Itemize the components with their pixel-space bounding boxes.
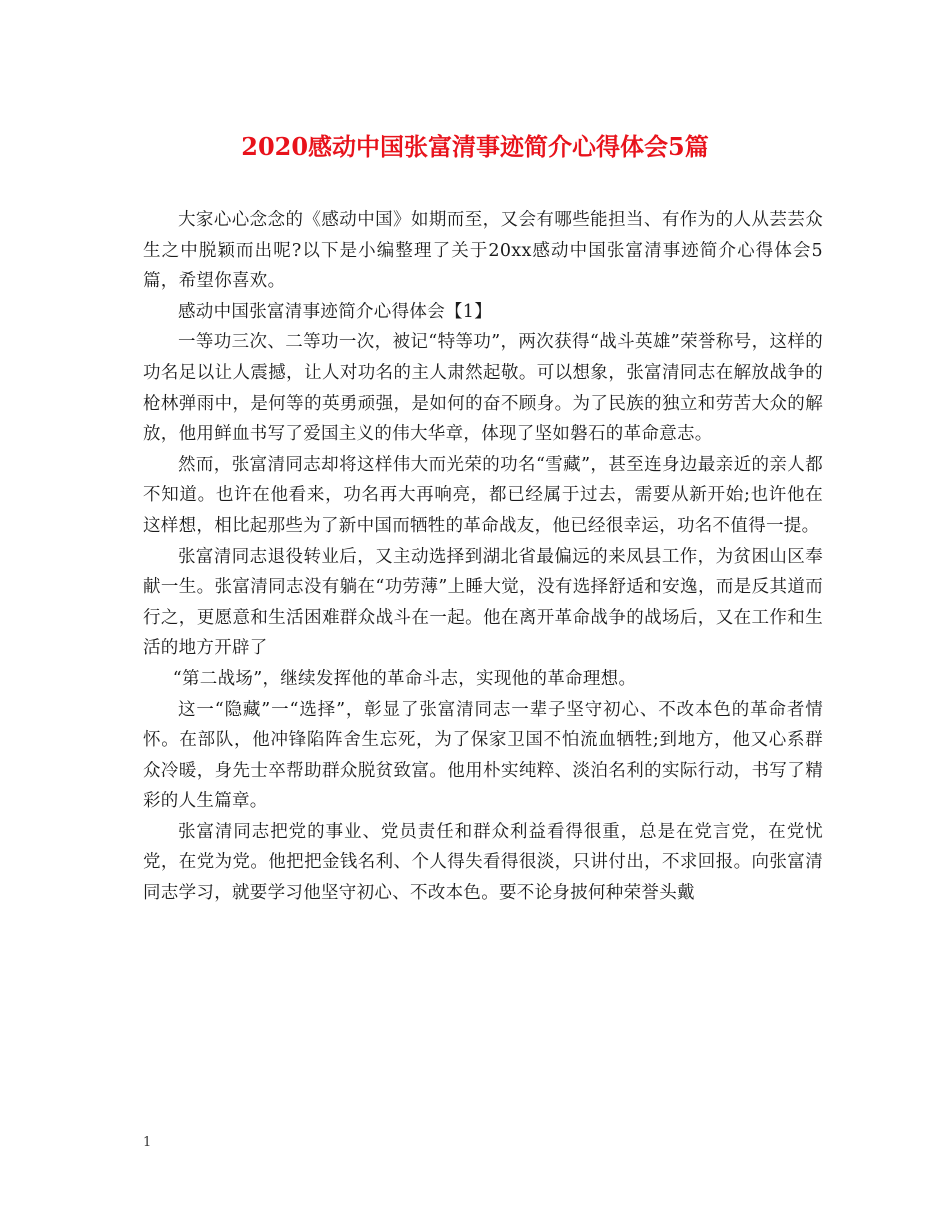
paragraph-laifeng: 张富清同志退役转业后，又主动选择到湖北省最偏远的来凤县工作，为贫困山区奉献一生。张富清同志没有躺在“功劳薄”上睡大觉，没有选择舒适和安逸，而是反其道而行之，更愿意和生活困难群众战斗在一起。他在离开革命战争的战场后，又在工作和生活的地方开辟了 <box>143 546 823 659</box>
paragraph-original-aspiration: 这一“隐藏”一“选择”，彰显了张富清同志一辈子坚守初心、不改本色的革命者情怀。在部队，他冲锋陷阵舍生忘死，为了保家卫国不怕流血牺牲;到地方，他又心系群众冷暖，身先士卒帮助群众脱贫致富。他用朴实纯粹、淡泊名利的实际行动，书写了精彩的人生篇章。 <box>143 699 823 812</box>
paragraph-party-cause: 张富清同志把党的事业、党员责任和群众利益看得很重，总是在党言党，在党忧党，在党为党。他把把金钱名利、个人得失看得很淡，只讲付出，不求回报。向张富清同志学习，就要学习他坚守初心、不改本色。要不论身披何种荣誉头戴 <box>143 821 823 904</box>
document-title: 2020感动中国张富清事迹简介心得体会5篇 <box>241 132 709 161</box>
paragraph-merits: 一等功三次、二等功一次，被记“特等功”，两次获得“战斗英雄”荣誉称号，这样的功名足以让人震撼，让人对功名的主人肃然起敬。可以想象，张富清同志在解放战争的枪林弹雨中，是何等的英勇顽强，是如何的奋不顾身。为了民族的独立和劳苦大众的解放，他用鲜血书写了爱国主义的伟大华章，体现了坚如磐石的革命意志。 <box>143 332 823 445</box>
document-body <box>143 205 823 909</box>
paragraph-hidden-merits: 然而，张富清同志却将这样伟大而光荣的功名“雪藏”，甚至连身边最亲近的亲人都不知道。也许在他看来，功名再大再响亮，都已经属于过去，需要从新开始;也许他在这样想，相比起那些为了新中国而牺牲的革命战友，他已经很幸运，功名不值得一提。 <box>143 454 823 536</box>
paragraph-intro: 大家心心念念的《感动中国》如期而至，又会有哪些能担当、有作为的人从芸芸众生之中脱颖而出呢?以下是小编整理了关于20xx感动中国张富清事迹简介心得体会5篇，希望你喜欢。 <box>143 210 823 292</box>
section-heading: 感动中国张富清事迹简介心得体会【1】 <box>178 301 493 322</box>
paragraph-second-battlefield: “第二战场”，继续发挥他的革命斗志，实现他的革命理想。 <box>172 668 637 689</box>
page-number: 1 <box>143 1135 152 1150</box>
